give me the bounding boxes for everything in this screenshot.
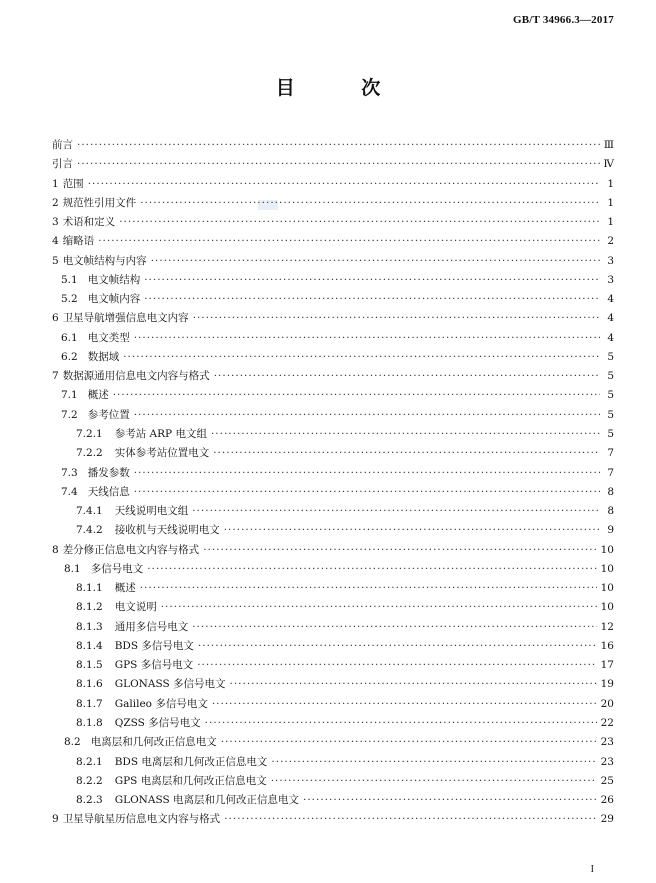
toc-entry-number: 5.1: [61, 273, 78, 286]
toc-entry-number: 7.4.2: [76, 524, 103, 537]
toc-leader-dots: [214, 367, 600, 386]
toc-leader-dots: [88, 175, 600, 194]
toc-leader-dots: [161, 598, 597, 617]
toc-entry-label: 差分修正信息电文内容与格式: [62, 543, 200, 556]
toc-entry-label: 数据域: [87, 350, 120, 363]
toc-entry[interactable]: [52, 444, 614, 463]
toc-leader-dots: [134, 329, 600, 348]
toc-entry-label: 数据源通用信息电文内容与格式: [62, 370, 210, 383]
toc-entry[interactable]: [52, 367, 614, 386]
toc-entry-page: 4: [607, 331, 614, 344]
toc-entry[interactable]: [52, 618, 614, 637]
toc-entry-label: 电文帧结构与内容: [62, 254, 147, 267]
toc-entry-label: 参考站 ARP 电文组: [114, 427, 207, 440]
toc-leader-dots: [224, 521, 600, 540]
toc-leader-dots: [197, 656, 596, 675]
toc-leader-dots: [271, 753, 596, 772]
standard-number: GB/T 34966.3—2017: [513, 14, 614, 26]
toc-entry-number: 8.2.2: [76, 774, 103, 787]
toc-leader-dots: [147, 560, 596, 579]
toc-entry-page: 23: [600, 755, 614, 768]
toc-entry[interactable]: [52, 598, 614, 617]
toc-entry-page: 23: [600, 736, 614, 749]
toc-entry-page: 29: [600, 813, 614, 826]
toc-leader-dots: [230, 675, 597, 694]
toc-entry-page: 5: [607, 370, 614, 383]
toc-leader-dots: [134, 464, 600, 483]
toc-entry[interactable]: [52, 194, 614, 213]
toc-entry-number: 7.4.1: [76, 505, 103, 518]
toc-entry[interactable]: [52, 637, 614, 656]
toc-leader-dots: [203, 541, 596, 560]
toc-entry-label: GPS 电离层和几何改正信息电文: [114, 774, 267, 787]
toc-entry-page: 5: [607, 350, 614, 363]
toc-entry[interactable]: [52, 155, 614, 174]
toc-entry-label: 多信号电文: [90, 562, 144, 575]
toc-entry[interactable]: [52, 348, 614, 367]
toc-entry[interactable]: [52, 309, 614, 328]
toc-entry-label: 参考位置: [87, 408, 130, 421]
toc-leader-dots: [151, 252, 600, 271]
toc-entry-label: 概述: [114, 582, 136, 595]
toc-entry-page: Ⅳ: [603, 158, 614, 171]
toc-entry-number: 1: [52, 177, 59, 190]
toc-entry-label: 范围: [62, 177, 84, 190]
toc-leader-dots: [205, 714, 597, 733]
toc-leader-dots: [77, 155, 600, 174]
toc-entry-label: 电文帧内容: [87, 293, 141, 306]
toc-entry[interactable]: [52, 753, 614, 772]
toc-entry-page: 19: [600, 678, 614, 691]
toc-entry-label: 播发参数: [87, 466, 130, 479]
toc-entry-label: 实体参考站位置电文: [114, 447, 210, 460]
toc-entry[interactable]: [52, 175, 614, 194]
toc-entry[interactable]: [52, 714, 614, 733]
toc-entry-label: 缩略语: [62, 235, 95, 248]
toc-entry-number: 3: [52, 216, 59, 229]
toc-entry-page: 4: [607, 312, 614, 325]
toc-entry[interactable]: [52, 675, 614, 694]
toc-entry-page: 10: [600, 543, 614, 556]
toc-entry[interactable]: [52, 502, 614, 521]
toc-entry-label: 术语和定义: [62, 216, 116, 229]
page-title: 目 次: [275, 77, 411, 99]
toc-entry-number: 8: [52, 543, 59, 556]
toc-leader-dots: [77, 136, 600, 155]
toc-entry-label: 接收机与天线说明电文: [114, 524, 220, 537]
toc-entry-number: 前言: [52, 139, 73, 151]
toc-entry[interactable]: [52, 579, 614, 598]
toc-entry-label: 卫星导航增强信息电文内容: [62, 312, 189, 325]
toc-leader-dots: [198, 637, 597, 656]
toc-entry-page: 26: [600, 794, 614, 807]
toc-entry-number: 7.2.1: [76, 427, 103, 440]
toc-entry[interactable]: [52, 521, 614, 540]
toc-entry-number: 8.1.2: [76, 601, 103, 614]
toc-leader-dots: [98, 232, 600, 251]
toc-entry-label: 天线信息: [87, 485, 130, 498]
toc-entry[interactable]: [52, 136, 614, 155]
toc-entry-label: BDS 多信号电文: [114, 639, 194, 652]
toc-leader-dots: [140, 579, 597, 598]
toc-entry-number: 8.1: [64, 562, 81, 575]
toc-leader-dots: [193, 309, 600, 328]
toc-entry-page: 1: [607, 196, 614, 209]
toc-leader-dots: [134, 483, 600, 502]
toc-entry-label: GLONASS 多信号电文: [114, 678, 226, 691]
toc-entry[interactable]: [52, 483, 614, 502]
toc-entry-label: 卫星导航星历信息电文内容与格式: [62, 813, 221, 826]
toc-entry-number: 8.1.8: [76, 716, 103, 729]
toc-entry-label: GPS 多信号电文: [114, 659, 194, 672]
toc-entry-page: 5: [607, 408, 614, 421]
table-of-contents: [52, 136, 614, 830]
toc-entry-label: 通用多信号电文: [114, 620, 189, 633]
toc-entry[interactable]: [52, 541, 614, 560]
toc-entry-page: 7: [607, 447, 614, 460]
toc-leader-dots: [144, 271, 600, 290]
toc-leader-dots: [213, 444, 600, 463]
toc-entry-label: Galileo 多信号电文: [114, 697, 208, 710]
toc-entry-page: 3: [607, 273, 614, 286]
toc-entry-number: 7.2.2: [76, 447, 103, 460]
toc-entry-number: 8.2.3: [76, 794, 103, 807]
toc-entry[interactable]: [52, 772, 614, 791]
toc-leader-dots: [303, 791, 597, 810]
toc-entry-number: 2: [52, 196, 59, 209]
toc-entry-page: 3: [607, 254, 614, 267]
toc-entry-number: 6.2: [61, 350, 78, 363]
toc-entry-label: 电文说明: [114, 601, 157, 614]
toc-entry[interactable]: [52, 425, 614, 444]
toc-entry-number: 8.1.6: [76, 678, 103, 691]
toc-entry-page: 8: [607, 505, 614, 518]
toc-entry-label: 概述: [87, 389, 109, 402]
toc-entry-page: 25: [600, 774, 614, 787]
toc-entry-number: 5.2: [61, 293, 78, 306]
toc-entry-number: 5: [52, 254, 59, 267]
toc-leader-dots: [221, 733, 597, 752]
toc-entry-number: 8.2.1: [76, 755, 103, 768]
toc-entry-page: 8: [607, 485, 614, 498]
toc-entry-page: 5: [607, 427, 614, 440]
toc-entry-number: 9: [52, 813, 59, 826]
toc-entry[interactable]: [52, 810, 614, 829]
toc-leader-dots: [140, 194, 600, 213]
toc-entry-page: 1: [607, 177, 614, 190]
toc-entry[interactable]: [52, 386, 614, 405]
toc-leader-dots: [123, 348, 600, 367]
toc-entry[interactable]: [52, 733, 614, 752]
toc-entry-page: 1: [607, 216, 614, 229]
toc-entry-label: 天线说明电文组: [114, 505, 189, 518]
toc-entry[interactable]: [52, 329, 614, 348]
toc-entry-page: 17: [600, 659, 614, 672]
toc-entry-number: 6.1: [61, 331, 78, 344]
toc-leader-dots: [192, 502, 600, 521]
toc-entry[interactable]: [52, 464, 614, 483]
toc-entry-number: 6: [52, 312, 59, 325]
toc-entry-label: 电文帧结构: [87, 273, 141, 286]
toc-entry[interactable]: [52, 406, 614, 425]
toc-entry-page: Ⅲ: [603, 139, 614, 151]
toc-leader-dots: [119, 213, 600, 232]
toc-entry[interactable]: [52, 695, 614, 714]
toc-entry-number: 8.1.4: [76, 639, 103, 652]
toc-leader-dots: [271, 772, 597, 791]
toc-entry-page: 12: [600, 620, 614, 633]
toc-entry[interactable]: [52, 290, 614, 309]
toc-entry-page: 10: [600, 601, 614, 614]
toc-entry-page: 7: [607, 466, 614, 479]
toc-entry[interactable]: [52, 560, 614, 579]
toc-entry[interactable]: [52, 656, 614, 675]
toc-leader-dots: [211, 425, 600, 444]
toc-entry-number: 7: [52, 370, 59, 383]
toc-entry[interactable]: [52, 252, 614, 271]
toc-entry-number: 8.1.5: [76, 659, 103, 672]
toc-entry-number: 8.1.1: [76, 582, 103, 595]
toc-entry-label: GLONASS 电离层和几何改正信息电文: [114, 794, 299, 807]
toc-entry-page: 10: [600, 562, 614, 575]
toc-entry-page: 9: [607, 524, 614, 537]
page-number: I: [590, 864, 594, 875]
toc-entry[interactable]: [52, 213, 614, 232]
toc-entry-label: 规范性引用文件: [62, 196, 137, 209]
toc-leader-dots: [212, 695, 597, 714]
toc-entry-page: 2: [607, 235, 614, 248]
toc-leader-dots: [113, 386, 600, 405]
toc-entry-number: 8.1.3: [76, 620, 103, 633]
toc-leader-dots: [144, 290, 600, 309]
toc-entry-label: BDS 电离层和几何改正信息电文: [114, 755, 268, 768]
toc-entry-page: 22: [600, 716, 614, 729]
toc-entry-page: 5: [607, 389, 614, 402]
toc-entry-page: 4: [607, 293, 614, 306]
toc-entry-label: 电文类型: [87, 331, 130, 344]
toc-entry[interactable]: [52, 791, 614, 810]
toc-entry-number: 4: [52, 235, 59, 248]
toc-entry-label: 电离层和几何改正信息电文: [90, 736, 217, 749]
toc-entry-number: 8.1.7: [76, 697, 103, 710]
toc-entry-number: 7.1: [61, 389, 78, 402]
toc-entry-number: 8.2: [64, 736, 81, 749]
toc-leader-dots: [192, 618, 596, 637]
toc-entry[interactable]: [52, 232, 614, 251]
toc-leader-dots: [224, 810, 596, 829]
toc-leader-dots: [134, 406, 600, 425]
toc-entry-page: 16: [600, 639, 614, 652]
toc-entry-number: 7.3: [61, 466, 78, 479]
toc-entry-number: 7.2: [61, 408, 78, 421]
toc-entry-page: 10: [600, 582, 614, 595]
toc-entry-number: 引言: [52, 158, 73, 171]
toc-entry-label: QZSS 多信号电文: [114, 716, 201, 729]
toc-entry[interactable]: [52, 271, 614, 290]
toc-entry-page: 20: [600, 697, 614, 710]
toc-entry-number: 7.4: [61, 485, 78, 498]
